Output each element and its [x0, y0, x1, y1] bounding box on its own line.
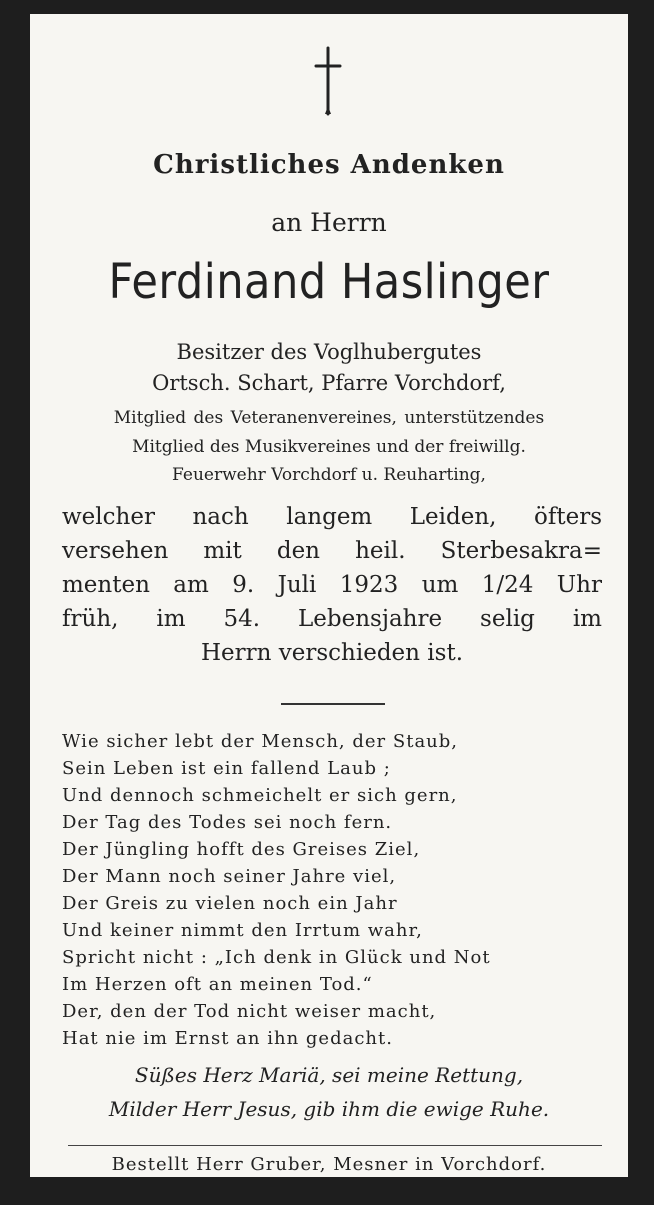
paragraph-line: Herrn verschieden ist. — [200, 640, 464, 666]
deceased-name: Ferdinand Haslinger — [108, 254, 550, 310]
paragraph-line: welcher nach langem Leiden, öfters — [62, 504, 602, 530]
divider — [281, 703, 385, 705]
poem-line: Und dennoch schmeichelt er sich gern, — [62, 785, 458, 806]
poem-line: Der Jüngling hofft des Greises Ziel, — [62, 839, 421, 860]
prayer-line: Süßes Herz Mariä, sei meine Rettung, — [134, 1063, 524, 1087]
footer-divider — [68, 1145, 602, 1146]
poem-line: Der, den der Tod nicht weiser macht, — [62, 1001, 437, 1022]
poem-line: Und keiner nimmt den Irrtum wahr, — [62, 920, 423, 941]
death-notice-paragraph — [62, 500, 602, 670]
poem-line: Hat nie im Ernst an ihn gedacht. — [62, 1028, 393, 1049]
paragraph-line: versehen mit den heil. Sterbesakra= — [62, 538, 602, 564]
poem-line: Der Mann noch seiner Jahre viel, — [62, 866, 397, 887]
salutation: an Herrn — [271, 208, 387, 237]
paragraph-line: menten am 9. Juli 1923 um 1/24 Uhr — [62, 572, 602, 598]
poem-line: Spricht nicht : „Ich denk in Glück und Not — [62, 947, 491, 968]
poem-line: Der Tag des Todes sei noch fern. — [62, 812, 393, 833]
footer-text: Bestellt Herr Gruber, Mesner in Vorchdorf. — [111, 1154, 547, 1175]
prayer-line: Milder Herr Jesus, gib ihm die ewige Ruhe. — [108, 1097, 550, 1121]
poem-line: Sein Leben ist ein fallend Laub ; — [62, 758, 391, 779]
poem — [62, 728, 602, 1052]
membership-line: Feuerwehr Vorchdorf u. Reuharting, — [172, 465, 486, 485]
memorial-card — [30, 14, 628, 1177]
poem-line: Im Herzen oft an meinen Tod.“ — [62, 974, 373, 995]
occupation-line: Ortsch. Schart, Pfarre Vorchdorf, — [152, 371, 506, 395]
poem-line: Wie sicher lebt der Mensch, der Staub, — [62, 731, 459, 752]
membership-line: Mitglied des Musikvereines und der freiwillg. — [132, 437, 526, 457]
cross-icon — [313, 44, 343, 116]
card-title: Christliches Andenken — [153, 150, 505, 180]
occupation-line: Besitzer des Voglhubergutes — [176, 340, 482, 364]
membership-line: Mitglied des Veteranenvereines, unterstützendes — [113, 408, 545, 428]
poem-line: Der Greis zu vielen noch ein Jahr — [62, 893, 398, 914]
paragraph-line: früh, im 54. Lebensjahre selig im — [62, 606, 602, 632]
